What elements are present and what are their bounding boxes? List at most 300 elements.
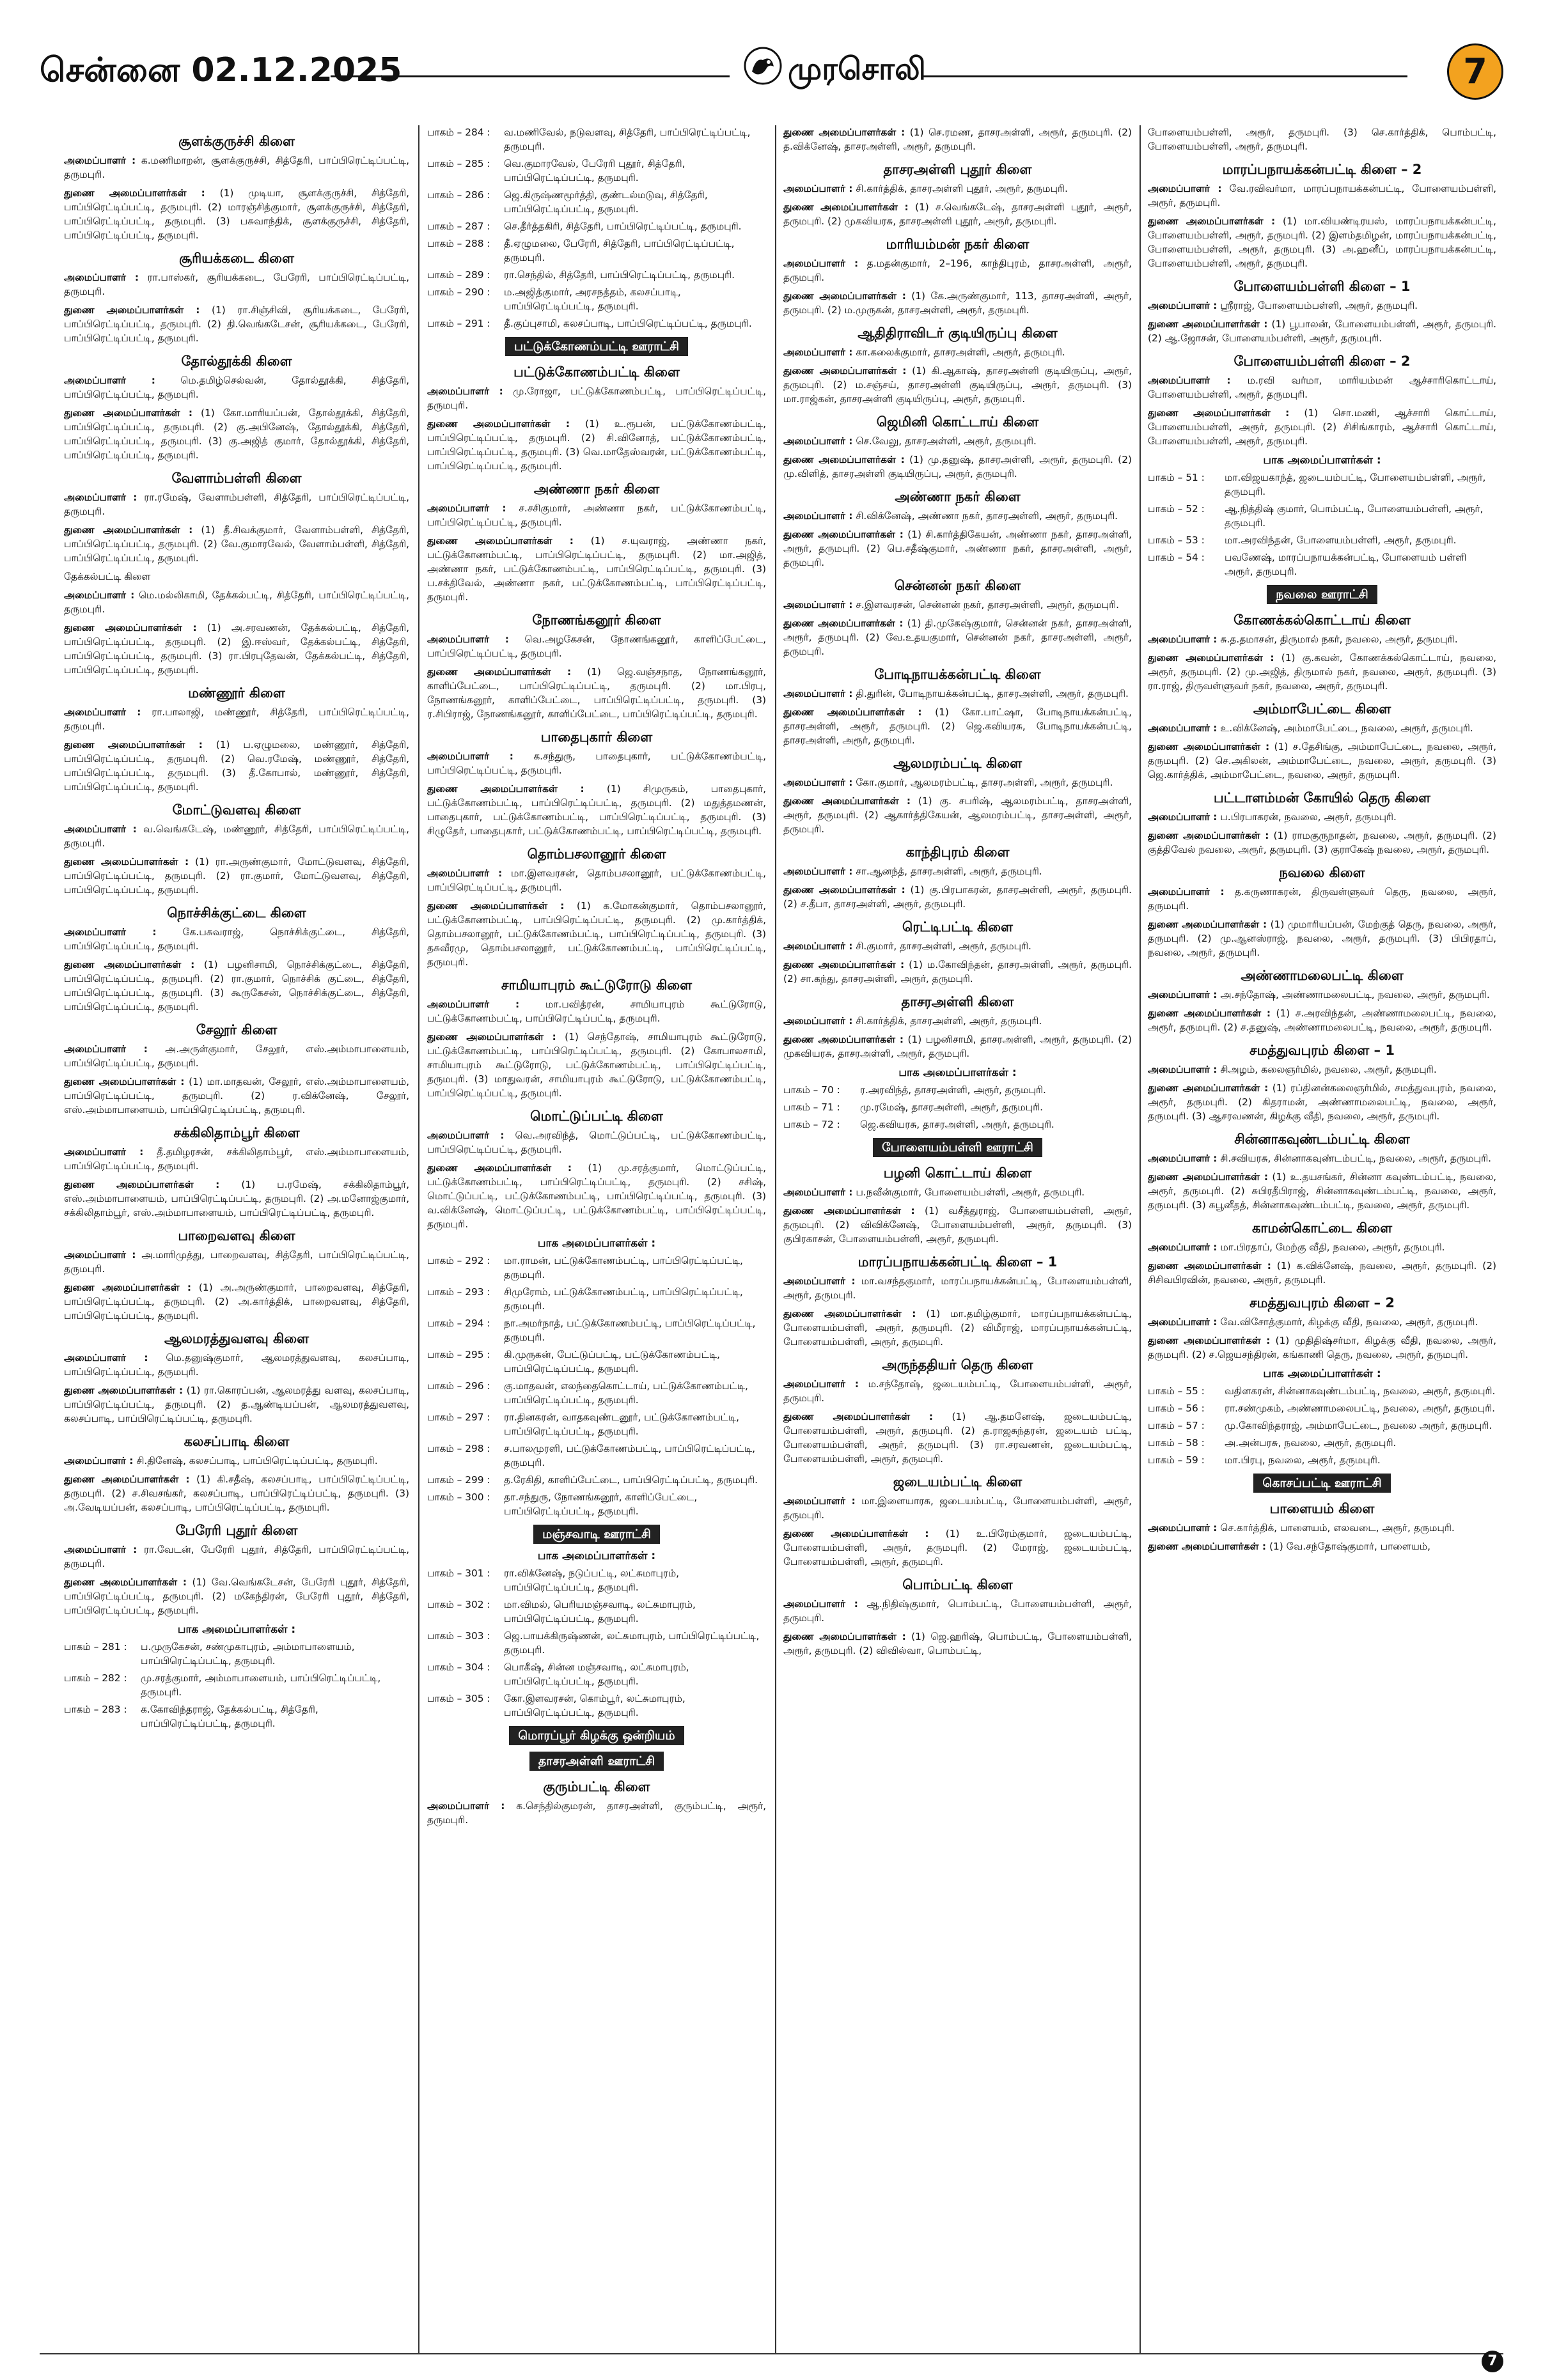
role-label: துணை அமைப்பாளர்கள் : — [64, 1385, 184, 1396]
organiser-details: (1) க.மோகன்குமார், தொம்பசலானூர், பட்டுக்கோணம்பட்டி, பாப்பிரெட்டிப்பட்டி, தருமபுரி. (2) மு.கார்த்திக், தொம்பசலானூர், பட்டுக்கோணம்பட்டி, பாப்பிரெட்டிப்பட்டி, தருமபுரி. (3) தசுவீரமு, தொம்பசலானூர், பட்டுக்கோணம்பட்டி, பாப்பிரெட்டிப்பட்டி, தருமபுரி. — [427, 900, 766, 968]
organiser-details: தீ.தமிழரசன், சக்கிலிதாம்பூர், எஸ்.அம்மாபாளையம், பாப்பிரெட்டிப்பட்டி, தருமபுரி. — [64, 1146, 409, 1172]
organiser-entry — [1148, 828, 1496, 857]
branch-heading: நவலை கிளை — [1279, 865, 1365, 880]
role-label: துணை அமைப்பாளர்கள் : — [427, 1031, 556, 1043]
booth-organiser: மு.சரத்குமார், அம்மாபாளையம், பாப்பிரெட்டிப்பட்டி, தருமபுரி. — [141, 1672, 381, 1698]
role-label: அமைப்பாளர் : — [783, 258, 859, 269]
masthead-logo-icon — [743, 46, 783, 86]
role-label: துணை அமைப்பாளர்கள் : — [427, 666, 572, 678]
organiser-details: மு.ரோஜா, பட்டுக்கோணம்பட்டி, பாப்பிரெட்டிப்பட்டி, தருமபுரி. — [427, 385, 766, 411]
organiser-entry — [783, 883, 1132, 911]
organiser-details: ப.நவீன்குமார், போளையம்பள்ளி, அரூர், தருமபுரி. — [856, 1186, 1085, 1198]
branch-heading: தாசரஅள்ளி கிளை — [901, 994, 1014, 1009]
organiser-details: ரா.பாஸ்கர், சூரியக்கடை, பேரேரி, பாப்பிரெட்டிப்பட்டி, தருமபுரி. — [64, 272, 409, 297]
booth-organiser: தீ.குப்புசாமி, கலசப்பாடி, பாப்பிரெட்டிப்பட்டி, தருமபுரி. — [504, 318, 752, 329]
organiser-entry — [783, 256, 1132, 284]
role-label: துணை அமைப்பாளர்கள் : — [427, 1162, 572, 1174]
booth-organiser: ரா.தினகரன், வாதகவுண்டனூர், பட்டுக்கோணம்பட்டி, பாப்பிரெட்டிப்பட்டி, தருமபுரி. — [504, 1412, 740, 1437]
organiser-entry — [783, 598, 1132, 612]
page-header — [40, 46, 1503, 104]
organiser-entry — [783, 1204, 1132, 1246]
booth-organiser: கி.முருகன், பேட்டுப்பட்டி, பட்டுக்கோணம்பட்டி, பாப்பிரெட்டிப்பட்டி, தருமபுரி. — [504, 1349, 720, 1374]
organiser-details: (1) உ.ரூபன், பட்டுக்கோணம்பட்டி, பாப்பிரெட்டிப்பட்டி, தருமபுரி. (2) சி.வினோத், பட்டுக்கோணம்பட்டி, பாப்பிரெட்டிப்பட்டி, தருமபுரி. (3) வெ.மாதேஸ்வரன், பட்டுக்கோணம்பட்டி, பாப்பிரெட்டிப்பட்டி, தருமபுரி. — [427, 418, 766, 472]
organiser-entry — [64, 621, 409, 677]
role-label: துணை அமைப்பாளர்கள் : — [783, 529, 904, 540]
role-label: அமைப்பாளர் : — [783, 1275, 856, 1287]
organiser-details: வ.வெங்கடேஷ், மண்ணூர், சித்தேரி, பாப்பிரெட்டிப்பட்டி, தருமபுரி. — [64, 823, 409, 849]
role-label: துணை அமைப்பாளர்கள் : — [1148, 1260, 1271, 1272]
section-banner — [1148, 585, 1496, 604]
booth-entry — [427, 157, 766, 185]
branch-heading: பழனி கொட்டாய் கிளை — [883, 1165, 1032, 1181]
booth-organiser: ம.அஜித்குமார், அரசநத்தம், கலசப்பாடி, பாப்பிரெட்டிப்பட்டி, தருமபுரி. — [504, 286, 681, 312]
booth-organiser: கு.மாதவன், எலந்தைகொட்டாய், பட்டுக்கோணம்பட்டி, பாப்பிரெட்டிப்பட்டி, தருமபுரி. — [504, 1380, 748, 1406]
organiser-entry — [783, 1629, 1132, 1658]
booth-entry — [1148, 471, 1496, 499]
booth-entry — [64, 1640, 409, 1668]
role-label: துணை அமைப்பாளர்கள் : — [1148, 215, 1276, 227]
role-label: அமைப்பாளர் : — [783, 940, 853, 952]
organiser-details: ம.ரவி வர்மா, மாரியம்மன் ஆச்சாரிகொட்டாய், போளையம்பள்ளி, அரூர், தருமபுரி. — [1148, 375, 1496, 400]
organiser-details: வே.ரவிவர்மா, மாரப்பநாயக்கன்பட்டி, போளையம்பள்ளி, அரூர், தருமபுரி. — [1148, 183, 1496, 208]
booth-entry — [783, 1083, 1132, 1097]
organiser-details: மெ.தனுஷ்குமார், ஆலமரத்துவளவு, கலசப்பாடி, பாப்பிரெட்டிப்பட்டி, தருமபுரி. — [64, 1352, 409, 1378]
organiser-entry — [427, 782, 766, 838]
organiser-entry — [64, 490, 409, 518]
column-3 — [783, 125, 1132, 2354]
booth-organiser: செ.தீர்த்தகிரி, சித்தேரி, பாப்பிரெட்டிப்பட்டி, தருமபுரி. — [504, 221, 742, 232]
branch-heading: சக்கிலிதாம்பூர் கிளை — [173, 1125, 300, 1140]
organiser-details: (1) கோ.பாட்ஷா, போடிநாயக்கன்பட்டி, தாசரஅள்ளி, அரூர், தருமபுரி. (2) ஜெ.கவியரசு, போடிநாயக்கன்பட்டி, தாசரஅள்ளி, அரூர், தருமபுரி. — [783, 706, 1132, 746]
role-label: துணை அமைப்பாளர்கள் : — [1148, 652, 1274, 664]
organiser-details: (1) ராமகுருநாதன், நவலை, அரூர், தருமபுரி. (2) குத்திவேல் நவலை, அரூர், தருமபுரி. (3) குராகேஷ் நவலை, அரூர், தருமபுரி. — [1148, 830, 1496, 855]
organiser-details: கா.கலைக்குமார், தாசரஅள்ளி, அரூர், தருமபுரி. — [856, 346, 1065, 358]
organiser-entry — [783, 687, 1132, 701]
organiser-entry — [1148, 1315, 1496, 1329]
organiser-details: க.செந்தில்குமரன், தாசரஅள்ளி, குரும்பட்டி, அரூர், தருமபுரி. — [427, 1800, 766, 1826]
booth-organisers-heading: பாக அமைப்பாளர்கள் : — [898, 1066, 1017, 1079]
role-label: அமைப்பாளர் : — [1148, 634, 1218, 645]
organiser-entry — [1148, 1334, 1496, 1362]
role-label: அமைப்பாளர் : — [64, 492, 137, 503]
booth-organiser: ரா.விக்னேஷ், நடுப்பட்டி, லட்சுமாபுரம், பாப்பிரெட்டிப்பட்டி, தருமபுரி. — [504, 1567, 680, 1593]
role-label: துணை அமைப்பாளர்கள் : — [427, 418, 570, 430]
organiser-details: (1) ஜெ.வஞ்சநாத, நோணங்கனூர், காளிப்பேட்டை, பாப்பிரெட்டிப்பட்டி, தருமபுரி. (2) மா.பிரபு, நோணங்கனூர், காளிப்பேட்டை, பாப்பிரெட்டிப்பட்டி, தருமபுரி. (3) ர.சிபிராஜ், நோணங்கனூர், காளிப்பேட்டை, பாப்பிரெட்டிப்பட்டி, தருமபுரி. — [427, 666, 766, 720]
organiser-details: (1) கு.பிரபாகரன், தாசரஅள்ளி, அரூர், தருமபுரி. (2) ச.தீபா, தாசரஅள்ளி, அரூர், தருமபுரி. — [783, 884, 1132, 910]
section-banner — [427, 1525, 766, 1544]
booth-entry — [1148, 1384, 1496, 1398]
organiser-entry — [783, 1185, 1132, 1199]
organiser-details: (1) சி.கார்த்திகேயன், அண்ணா நகர், தாசரஅள்ளி, அரூர், தருமபுரி. (2) பெ.சதீஷ்குமார், அண்ணா நகர், தாசரஅள்ளி, அரூர், தருமபுரி. — [783, 529, 1132, 568]
branch-heading: குரும்பட்டி கிளை — [543, 1779, 650, 1794]
booth-organiser: பொகீஷ், சின்ன மஞ்சவாடி, லட்சுமாபுரம், பாப்பிரெட்டிப்பட்டி, தருமபுரி. — [504, 1661, 689, 1687]
organiser-details: (1) முதிதிஷ்சர்மா, கிழக்கு வீதி, நவலை, அரூர், தருமபுரி. (2) ச.ஜெயசந்திரன், கங்காணி தெரு, நவலை, அரூர், தருமபுரி. — [1148, 1335, 1496, 1360]
column-4 — [1148, 125, 1496, 2354]
organiser-details: (1) ரப்தினன்கலைஞர்மில், சமத்துவபுரம், நவலை, அரூர், தருமபுரி. (2) கிதராமன், அண்ணாமலைபட்டி, நவலை, அரூர், தருமபுரி. (3) ஆசரவணன், கிழக்கு வீதி, நவலை, அரூர், தருமபுரி. — [1148, 1082, 1496, 1122]
organiser-details: ச.சசிகுமார், அண்ணா நகர், பட்டுக்கோணம்பட்டி, பாப்பிரெட்டிப்பட்டி, தருமபுரி. — [427, 502, 766, 528]
booth-organiser: வெ.குமாரவேல், பேரேரி புதூர், சித்தேரி, பாப்பிரெட்டிப்பட்டி, தருமபுரி. — [504, 158, 685, 183]
branch-heading: ஜெமினி கொட்டாய் கிளை — [876, 414, 1039, 430]
organiser-details: ச.இளவரசன், சென்னன் நகர், தாசரஅள்ளி, அரூர், தருமபுரி. — [856, 599, 1120, 611]
organiser-details: மா.இளவரசன், தொம்பசலானூர், பட்டுக்கோணம்பட்டி, பாப்பிரெட்டிப்பட்டி, தருமபுரி. — [427, 867, 766, 893]
role-label: துணை அமைப்பாளர்கள் : — [427, 783, 584, 795]
booth-organiser: வதிளகரன், சின்னாகவுண்டம்பட்டி, நவலை, அரூர், தருமபுரி. — [1225, 1385, 1496, 1397]
organiser-entry — [1148, 917, 1496, 960]
booth-entry — [427, 1660, 766, 1688]
branch-heading: தொம்பசலானூர் கிளை — [527, 846, 666, 862]
booth-organiser: மு.கோவிந்தராஜ், அம்மாபேட்டை, நவலை அரூர், தருமபுரி. — [1225, 1420, 1492, 1431]
booth-organiser: ச.பாலமுரளி, பட்டுக்கோணம்பட்டி, பாப்பிரெட்டிப்பட்டி, தருமபுரி. — [504, 1443, 756, 1468]
booth-organiser: மா.விமல், பெரியமஞ்சவாடி, லட்சுமாபுரம், பாப்பிரெட்டிப்பட்டி, தருமபுரி. — [504, 1599, 696, 1624]
organiser-entry — [1148, 1006, 1496, 1034]
booth-number: பாகம் – 283 : — [64, 1704, 127, 1715]
organiser-details: மா.பிரதாப், மேற்கு வீதி, நவலை, அரூர், தருமபுரி. — [1220, 1241, 1445, 1253]
booth-number: பாகம் – 286 : — [427, 189, 490, 201]
role-label: அமைப்பாளர் : — [427, 634, 509, 645]
branch-heading: கலசப்பாடி கிளை — [184, 1434, 290, 1449]
branch-heading: ரெட்டிபட்டி கிளை — [902, 919, 1013, 935]
branch-heading: வேளாம்பள்ளி கிளை — [171, 471, 302, 486]
organiser-details: (1) கு. சபரிஷ், ஆலமரம்பட்டி, தாசரஅள்ளி, அரூர், தருமபுரி. (2) ஆகார்த்திகேயன், ஆலமரம்பட்டி, தாசரஅள்ளி, அரூர், தருமபுரி. — [783, 795, 1132, 835]
role-label: துணை அமைப்பாளர்கள் : — [64, 1282, 191, 1293]
organiser-entry — [427, 1128, 766, 1156]
booth-number: பாகம் – 285 : — [427, 158, 490, 169]
organiser-entry — [1148, 1081, 1496, 1123]
branch-heading: போளையம்பள்ளி கிளை – 2 — [1234, 354, 1411, 369]
role-label: அமைப்பாளர் : — [64, 589, 135, 601]
booth-number: பாகம் – 51 : — [1148, 472, 1205, 483]
section-banner-label: நவலை ஊராட்சி — [1267, 585, 1377, 604]
organiser-entry — [1148, 1151, 1496, 1165]
booth-number: பாகம் – 295 : — [427, 1349, 490, 1360]
booth-entry — [1148, 1401, 1496, 1415]
organiser-entry — [783, 1307, 1132, 1349]
organiser-entry — [1148, 1539, 1496, 1553]
booth-organisers-heading: பாக அமைப்பாளர்கள் : — [537, 1237, 656, 1250]
booth-number: பாகம் – 302 : — [427, 1599, 490, 1610]
booth-number: பாகம் – 55 : — [1148, 1385, 1205, 1397]
role-label: அமைப்பாளர் : — [1148, 1153, 1218, 1164]
role-label: அமைப்பாளர் : — [427, 999, 520, 1010]
booth-entry — [427, 285, 766, 313]
section-banner-label: மஞ்சவாடி ஊராட்சி — [533, 1525, 660, 1544]
organiser-entry — [783, 527, 1132, 570]
branch-heading: சாமியாபுரம் கூட்டுரோடு கிளை — [501, 977, 693, 993]
organiser-entry — [64, 1575, 409, 1617]
section-banner — [427, 337, 766, 356]
booth-organiser: ஆ.நித்திஷ் குமார், பொம்பட்டி, போளையம்பள்ளி, அரூர், தருமபுரி. — [1225, 503, 1484, 529]
role-label: துணை அமைப்பாளர்கள் : — [64, 524, 193, 536]
entry-text: தேக்கல்பட்டி கிளை — [64, 571, 151, 582]
organiser-entry — [783, 1410, 1132, 1466]
organiser-details: த.கருணாகரன், திருவள்ளுவர் தெரு, நவலை, அரூர், தருமபுரி. — [1148, 886, 1496, 912]
organiser-entry — [427, 899, 766, 969]
branch-heading: காந்திபுரம் கிளை — [905, 844, 1010, 860]
organiser-entry — [1148, 1259, 1496, 1287]
organiser-details: சி.கார்த்திக், தாசரஅள்ளி புதூர், அரூர், தருமபுரி. — [856, 183, 1068, 194]
organiser-entry — [783, 1274, 1132, 1302]
organiser-entry — [64, 1383, 409, 1426]
organiser-details: (1) ச.தேசிங்கு, அம்மாபேட்டை, நவலை, அரூர், தருமபுரி. (2) செ.அகிலன், அம்மாபேட்டை, நவலை, அரூர், தருமபுரி. (3) ஜெ.கார்த்திக், அம்மாபேட்டை, நவலை, அரூர், தருமபுரி. — [1148, 741, 1496, 781]
booth-organisers-heading: பாக அமைப்பாளர்கள் : — [1263, 1367, 1381, 1380]
organiser-entry — [783, 289, 1132, 317]
organiser-details: (1) ரா.அருண்குமார், மோட்டுவளவு, சித்தேரி, பாப்பிரெட்டிப்பட்டி, தருமபுரி. (2) ரா.குமார், மோட்டுவளவு, சித்தேரி, பாப்பிரெட்டிப்பட்டி, தருமபுரி. — [64, 856, 409, 896]
role-label: அமைப்பாளர் : — [1148, 1064, 1218, 1075]
organiser-entry — [64, 1042, 409, 1070]
booth-organiser: மா.ராமன், பட்டுக்கோணம்பட்டி, பாப்பிரெட்டிப்பட்டி, தருமபுரி. — [504, 1255, 743, 1280]
role-label: துணை அமைப்பாளர்கள் : — [64, 622, 197, 634]
column-divider — [418, 125, 419, 2354]
branch-heading: பாறைவளவு கிளை — [178, 1228, 295, 1243]
role-label: துணை அமைப்பாளர்கள் : — [64, 187, 205, 199]
organiser-entry — [1148, 1062, 1496, 1077]
organiser-details: (1) ரா.கொரப்பன், ஆலமரத்து வளவு, கலசப்பாடி, பாப்பிரெட்டிப்பட்டி, தருமபுரி. (2) த.ஆண்டியப்பன், ஆலமரத்துவளவு, கலசப்பாடி, பாப்பிரெட்டிப்பட்டி, தருமபுரி. — [64, 1385, 409, 1424]
section-banner — [427, 1726, 766, 1745]
role-label: அமைப்பாளர் : — [1148, 1241, 1218, 1253]
organiser-entry — [427, 1161, 766, 1231]
organiser-details: த.மதன்குமார், 2–196, காந்திபுரம், தாசரஅள்ளி, அரூர், தருமபுரி. — [783, 258, 1132, 283]
role-label: துணை அமைப்பாளர்கள் : — [1148, 318, 1268, 330]
organiser-entry — [1148, 1170, 1496, 1212]
role-label: அமைப்பாளர் : — [64, 375, 155, 386]
role-label: அமைப்பாளர் : — [1148, 811, 1218, 823]
branch-heading: அண்ணா நகர் கிளை — [895, 489, 1021, 504]
booth-number: பாகம் – 70 : — [783, 1084, 840, 1096]
organiser-entry — [64, 1351, 409, 1379]
role-label: அமைப்பாளர் : — [783, 435, 853, 447]
section-banner-label: பட்டுக்கோணம்பட்டி ஊராட்சி — [505, 337, 688, 356]
role-label: அமைப்பாளர் : — [64, 1455, 134, 1466]
booth-entry — [427, 316, 766, 331]
organiser-entry — [783, 864, 1132, 878]
booth-entry — [427, 1348, 766, 1376]
branch-heading: சின்னாகவுண்டம்பட்டி கிளை — [1234, 1132, 1410, 1147]
booth-entry — [64, 1702, 409, 1731]
booth-entry — [427, 237, 766, 265]
booth-organisers-heading: பாக அமைப்பாளர்கள் : — [537, 1550, 656, 1562]
role-label: துணை அமைப்பாளர்கள் : — [64, 304, 200, 316]
booth-number: பாகம் – 300 : — [427, 1491, 490, 1503]
footer-page-number: 7 — [1482, 2351, 1503, 2372]
organiser-entry — [783, 775, 1132, 789]
booth-entry — [1148, 502, 1496, 530]
organiser-details: (1) க.விக்னேஷ், நவலை, அரூர், தருமபுரி. (2) சிசிவபிரவின், நவலை, அரூர், தருமபுரி. — [1148, 1260, 1496, 1286]
booth-organiser: ஜெ.பாயக்கிருஷ்ணன், லட்சுமாபுரம், பாப்பிரெட்டிப்பட்டி, தருமபுரி. — [504, 1630, 760, 1656]
organiser-entry — [1148, 632, 1496, 646]
organiser-details: ஆ.நிதிஷ்குமார், பொம்பட்டி, போளையம்பள்ளி, அரூர், தருமபுரி. — [783, 1598, 1132, 1624]
organiser-details: (1) வே.வெங்கடேசன், பேரேரி புதூர், சித்தேரி, பாப்பிரெட்டிப்பட்டி, தருமபுரி. (2) மகேந்திரன், பேரேரி புதூர், சித்தேரி, பாப்பிரெட்டிப்பட்டி, தருமபுரி. — [64, 1576, 409, 1616]
role-label: அமைப்பாளர் : — [783, 777, 853, 788]
role-label: துணை அமைப்பாளர்கள் : — [1148, 1171, 1268, 1183]
branch-heading: பட்டுக்கோணம்பட்டி கிளை — [513, 364, 680, 380]
organiser-entry — [783, 1527, 1132, 1569]
branch-heading: ஆலமரத்துவளவு கிளை — [164, 1331, 309, 1346]
booth-entry — [427, 1410, 766, 1438]
column-1 — [64, 125, 409, 2354]
organiser-details: சி.சவியரசு, சின்னாகவுண்டம்பட்டி, நவலை, அரூர், தருமபுரி. — [1220, 1153, 1491, 1164]
organiser-entry — [1148, 373, 1496, 401]
role-label: துணை அமைப்பாளர்கள் : — [1148, 830, 1269, 841]
role-label: துணை அமைப்பாளர்கள் : — [783, 884, 905, 896]
branch-heading: அண்ணா நகர் கிளை — [533, 481, 660, 497]
role-label: அமைப்பாளர் : — [1148, 300, 1218, 311]
booth-number: பாகம் – 301 : — [427, 1567, 490, 1579]
booth-organiser: ரா.செந்தில், சித்தேரி, பாப்பிரெட்டிப்பட்டி, தருமபுரி. — [504, 269, 735, 281]
role-label: அமைப்பாளர் : — [1148, 183, 1222, 194]
booth-organiser: கோ.இளவரசன், கொம்பூர், லட்சுமாபுரம், பாப்பிரெட்டிப்பட்டி, தருமபுரி. — [504, 1693, 685, 1718]
role-label: அமைப்பாளர் : — [64, 155, 136, 166]
role-label: அமைப்பாளர் : — [64, 823, 137, 835]
organiser-details: (1) மு.தனுஷ், தாசரஅள்ளி, அரூர், தருமபுரி. (2) மு.விளித், தாசரஅள்ளி குடியிருப்பு, அரூர், தருமபுரி. — [783, 454, 1132, 479]
booth-number: பாகம் – 57 : — [1148, 1420, 1205, 1431]
role-label: துணை அமைப்பாளர்கள் : — [64, 1576, 187, 1588]
role-label: அமைப்பாளர் : — [64, 706, 141, 718]
organiser-entry — [1148, 1521, 1496, 1535]
branch-heading: சூளக்குருச்சி கிளை — [178, 134, 295, 149]
role-label: அமைப்பாளர் : — [783, 1495, 856, 1507]
booth-organiser: தீ.ஏழுமலை, பேரேரி, சித்தேரி, பாப்பிரெட்டிப்பட்டி, தருமபுரி. — [504, 238, 735, 263]
booth-organiser: சிமுரோம், பட்டுக்கோணம்பட்டி, பாப்பிரெட்டிப்பட்டி, தருமபுரி. — [504, 1286, 743, 1312]
role-label: அமைப்பாளர் : — [1148, 375, 1231, 386]
role-label: அமைப்பாளர் : — [427, 867, 503, 879]
section-banner — [1148, 1474, 1496, 1493]
branch-heading: ஜடையம்பட்டி கிளை — [893, 1474, 1022, 1489]
booth-organiser: மா.பிரபு, நவலை, அரூர், தருமபுரி. — [1225, 1454, 1381, 1466]
section-banner — [427, 1752, 766, 1771]
branch-heading: சமத்துவபுரம் கிளை – 1 — [1249, 1043, 1395, 1058]
organiser-details: (1) ச.அரவிந்தன், அண்ணாமலைபட்டி, நவலை, அரூர், தருமபுரி. (2) ச.தனுஷ், அண்ணாமலைபட்டி, நவலை, அரூர், தருமபுரி. — [1148, 1007, 1496, 1033]
booth-organisers-heading: பாக அமைப்பாளர்கள் : — [1263, 454, 1381, 467]
organiser-details: (1) பழனிசாமி, தாசரஅள்ளி, அரூர், தருமபுரி. (2) முகவியரசு, தாசரஅள்ளி, அரூர், தருமபுரி. — [783, 1034, 1132, 1059]
organiser-details: (1) உ.பிரேம்குமார், ஜடையம்பட்டி, போளையம்பள்ளி, அரூர், தருமபுரி. (2) மேராஜ், ஜடையம்பட்டி, போளையம்பள்ளி, அரூர், தருமபுரி. — [783, 1528, 1132, 1567]
organiser-details: (1) ஆ.தமனேஷ், ஜடையம்பட்டி, போளையம்பள்ளி, அரூர், தருமபுரி. (2) த.ராஜசுந்தரன், ஜடையம் பட்டி, போளையம்பள்ளி, அரூர், தருமபுரி. (3) ரா.சரவணன், ஜடையம்பட்டி, போளையம்பள்ளி, அரூர், தருமபுரி. — [783, 1411, 1132, 1465]
booth-number: பாகம் – 288 : — [427, 238, 490, 249]
booth-organiser: வ.மணிவேல், நடுவளவு, சித்தேரி, பாப்பிரெட்டிப்பட்டி, தருமபுரி. — [504, 127, 751, 152]
booth-organiser: த.ரேகிதி, காளிப்பேட்டை, பாப்பிரெட்டிப்பட்டி, தருமபுரி. — [504, 1474, 758, 1486]
booth-entry — [427, 268, 766, 282]
organiser-details: (1) பழனிசாமி, நொச்சிக்குட்டை, சித்தேரி, பாப்பிரெட்டிப்பட்டி, தருமபுரி. (2) ரா.குமார், நொச்சிக் குட்டை, சித்தேரி, பாப்பிரெட்டிப்பட்டி, தருமபுரி. (3) கூருகேசன், நொச்சிக்குட்டை, சித்தேரி, பாப்பிரெட்டிப்பட்டி, தருமபுரி. — [64, 959, 409, 1013]
role-label: அமைப்பாளர் : — [427, 751, 513, 762]
organiser-entry — [427, 749, 766, 777]
booth-entry — [64, 1671, 409, 1699]
organiser-details: சி.விக்னேஷ், அண்ணா நகர், தாசரஅள்ளி, அரூர், தருமபுரி. — [856, 510, 1118, 522]
role-label: அமைப்பாளர் : — [783, 866, 853, 877]
organiser-details: (1) வசீத்துராஜ், போளையம்பள்ளி, அரூர், தருமபுரி. (2) விவிக்னேஷ், போளையம்பள்ளி, அரூர், தருமபுரி. (3) குபிரகாசன், போளையம்பள்ளி, அரூர், தருமபுரி. — [783, 1205, 1132, 1245]
organiser-entry — [64, 186, 409, 242]
organiser-details: ரா.பாலாஜி, மண்ணூர், சித்தேரி, பாப்பிரெட்டிப்பட்டி, தருமபுரி. — [64, 706, 409, 732]
booth-entry — [783, 1117, 1132, 1132]
booth-number: பாகம் – 72 : — [783, 1119, 840, 1130]
organiser-details: ஸ்ரீராஜ், போளையம்பள்ளி, அரூர், தருமபுரி. — [1220, 300, 1418, 311]
organiser-details: வெ.அழகேசன், நோணங்கனூர், காளிப்பேட்டை, பாப்பிரெட்டிப்பட்டி, தருமபுரி. — [427, 634, 766, 659]
organiser-details: (1) அ.அருண்குமார், பாறைவளவு, சித்தேரி, பாப்பிரெட்டிப்பட்டி, தருமபுரி. (2) அ.கார்த்திக், பாறைவளவு, சித்தேரி, பாப்பிரெட்டிப்பட்டி, தருமபுரி. — [64, 1282, 409, 1321]
booth-organiser: மா.விஜயகாந்த், ஜடையம்பட்டி, போளையம்பள்ளி, அரூர், தருமபுரி. — [1225, 472, 1486, 497]
booth-entry — [427, 1285, 766, 1313]
branch-heading: அம்மாபேட்டை கிளை — [1253, 701, 1391, 717]
booth-organiser: பவணேஷ், மாரப்பநாயக்கன்பட்டி, போளையம் பள்ளி அரூர், தருமபுரி. — [1225, 552, 1467, 577]
branch-heading: அருந்ததியர் தெரு கிளை — [882, 1357, 1033, 1373]
organiser-details: மா.வசந்தகுமார், மாரப்பநாயக்கன்பட்டி, போளையம்பள்ளி, அரூர், தருமபுரி. — [783, 1275, 1132, 1301]
organiser-details: (1) சிமுருகம், பாதைபுகார், பட்டுக்கோணம்பட்டி, பாப்பிரெட்டிப்பட்டி, தருமபுரி. (2) மதுத்தமணன், பாதைபுகார், பட்டுக்கோணம்பட்டி, பாப்பிரெட்டிப்பட்டி, தருமபுரி. (3) சிழுதேர், பாதைபுகார், பட்டுக்கோணம்பட்டி, பாப்பிரெட்டிப்பட்டி, தருமபுரி. — [427, 783, 766, 837]
booth-entry — [1148, 1419, 1496, 1433]
section-banner — [783, 1138, 1132, 1157]
organiser-details: (1) கு.கவன், கோணக்கல்கொட்டாய், நவலை, அரூர், தருமபுரி. (2) மு.அஜித், திருமால் நகர், நவலை, அரூர், தருமபுரி. (3) ரா.ராஜ், திருவள்ளுவர் நகர், நவலை, அரூர், தருமபுரி. — [1148, 652, 1496, 692]
organiser-details: மெ.மல்லிகாமி, தேக்கல்பட்டி, சித்தேரி, பாப்பிரெட்டிப்பட்டி, தருமபுரி. — [64, 589, 409, 615]
organiser-entry — [783, 1494, 1132, 1522]
role-label: துணை அமைப்பாளர்கள் : — [783, 1631, 906, 1642]
booth-organiser: க.கோவிந்தராஜ், தேக்கல்பட்டி, சித்தேரி, பாப்பிரெட்டிப்பட்டி, தருமபுரி. — [141, 1704, 318, 1729]
organiser-details: கே.பசுவராஜ், நொச்சிக்குட்டை, சித்தேரி, பாப்பிரெட்டிப்பட்டி, தருமபுரி. — [64, 926, 409, 952]
role-label: அமைப்பாளர் : — [783, 1598, 858, 1610]
organiser-entry — [64, 925, 409, 953]
branch-heading: தோல்தூக்கி கிளை — [181, 354, 292, 369]
booth-organiser: ஜெ.கவியரசு, தாசரஅள்ளி, அரூர், தருமபுரி. — [860, 1119, 1054, 1130]
organiser-details: கோ.குமார், ஆலமரம்பட்டி, தாசரஅள்ளி, அரூர், தருமபுரி. — [856, 777, 1113, 788]
branch-heading: ஆதிதிராவிடர் குடியிருப்பு கிளை — [858, 325, 1058, 341]
role-label: துணை அமைப்பாளர்கள் : — [1148, 1335, 1271, 1346]
branch-heading: ஆலமரம்பட்டி கிளை — [893, 756, 1022, 771]
organiser-entry — [1148, 988, 1496, 1002]
booth-number: பாகம் – 56 : — [1148, 1403, 1205, 1414]
organiser-details: சு.த.தமாசன், திருமால் நகர், நவலை, அரூர், தருமபுரி. — [1220, 634, 1458, 645]
column-divider — [775, 125, 776, 2354]
branch-heading: மண்ணூர் கிளை — [188, 685, 285, 701]
role-label: துணை அமைப்பாளர்கள் : — [64, 1179, 220, 1190]
organiser-entry — [783, 345, 1132, 359]
booth-number: பாகம் – 71 : — [783, 1101, 840, 1113]
organiser-details: மெ.தமிழ்செல்வன், தோல்தூக்கி, சித்தேரி, பாப்பிரெட்டிப்பட்டி, தருமபுரி. — [64, 375, 409, 400]
role-label: துணை அமைப்பாளர்கள் : — [783, 454, 905, 465]
role-label: அமைப்பாளர் : — [1148, 722, 1218, 734]
header-rule-right — [922, 75, 1407, 77]
role-label: அமைப்பாளர் : — [783, 510, 853, 522]
role-label: துணை அமைப்பாளர்கள் : — [1148, 407, 1290, 419]
branch-heading: பட்டாளம்மன் கோயில் தெரு கிளை — [1214, 790, 1430, 805]
role-label: துணை அமைப்பாளர்கள் : — [1148, 741, 1270, 752]
organiser-details: (1) கோ.மாரியப்பன், தோல்தூக்கி, சித்தேரி, பாப்பிரெட்டிப்பட்டி, தருமபுரி. (2) கு.அபினேஷ், தோல்தூக்கி, சித்தேரி, பாப்பிரெட்டிப்பட்டி, தருமபுரி. (3) கு.அஜித் குமார், தோல்தூக்கி, சித்தேரி, பாப்பிரெட்டிப்பட்டி, தருமபுரி. — [64, 407, 409, 461]
booth-organiser: ப.முருகேசன், சண்முகாபுரம், அம்மாபாளையம், பாப்பிரெட்டிப்பட்டி, தருமபுரி. — [141, 1641, 355, 1667]
organiser-entry — [1148, 406, 1496, 448]
organiser-entry — [427, 632, 766, 660]
masthead-title: முரசொலி — [788, 51, 926, 87]
organiser-entry — [1148, 885, 1496, 913]
role-label: அமைப்பாளர் : — [783, 1378, 859, 1390]
organiser-details: தி.துரின், போடிநாயக்கன்பட்டி, தாசரஅள்ளி, அரூர், தருமபுரி. — [856, 688, 1129, 699]
organiser-details: மா.பவித்ரன், சாமியாபுரம் கூட்டுரோடு, பட்டுக்கோணம்பட்டி, பாப்பிரெட்டிப்பட்டி, தருமபுரி. — [427, 999, 766, 1024]
header-rule-left — [331, 75, 730, 77]
role-label: துணை அமைப்பாளர்கள் : — [64, 959, 195, 970]
role-label: அமைப்பாளர் : — [427, 385, 503, 397]
organiser-details: செ.கார்த்திக், பாளையம், எலவடை, அரூர், தருமபுரி. — [1220, 1522, 1455, 1534]
organiser-entry — [783, 453, 1132, 481]
organiser-entry — [1148, 317, 1496, 345]
role-label: அமைப்பாளர் : — [1148, 1316, 1218, 1328]
role-label: துணை அமைப்பாளர்கள் : — [783, 1205, 915, 1217]
organiser-entry — [64, 1543, 409, 1571]
booth-entry — [1148, 550, 1496, 579]
organiser-details: (1) ப.ஏழுமலை, மண்ணூர், சித்தேரி, பாப்பிரெட்டிப்பட்டி, தருமபுரி. (2) வெ.ரமேஷ், மண்ணூர், சித்தேரி, பாப்பிரெட்டிப்பட்டி, தருமபுரி. (3) தீ.கோபால், மண்ணூர், சித்தேரி, பாப்பிரெட்டிப்பட்டி, தருமபுரி. — [64, 739, 409, 793]
branch-heading: கோணக்கல்கொட்டாய் கிளை — [1234, 612, 1411, 628]
organiser-details: (1) ரா.சிஞ்சிவி, சூரியக்கடை, பேரேரி, பாப்பிரெட்டிப்பட்டி, தருமபுரி. (2) தி.வெங்கடேசன், சூரியக்கடை, பேரேரி, பாப்பிரெட்டிப்பட்டி, தருமபுரி. — [64, 304, 409, 344]
booth-number: பாகம் – 289 : — [427, 269, 490, 281]
role-label: துணை அமைப்பாளர்கள் : — [783, 795, 911, 807]
role-label: அமைப்பாளர் : — [783, 1015, 853, 1027]
organiser-entry — [783, 1032, 1132, 1061]
organiser-entry — [427, 417, 766, 473]
footer-rule — [40, 2353, 1503, 2354]
organiser-entry — [1148, 299, 1496, 313]
role-label: துணை அமைப்பாளர்கள் : — [1148, 1541, 1267, 1552]
